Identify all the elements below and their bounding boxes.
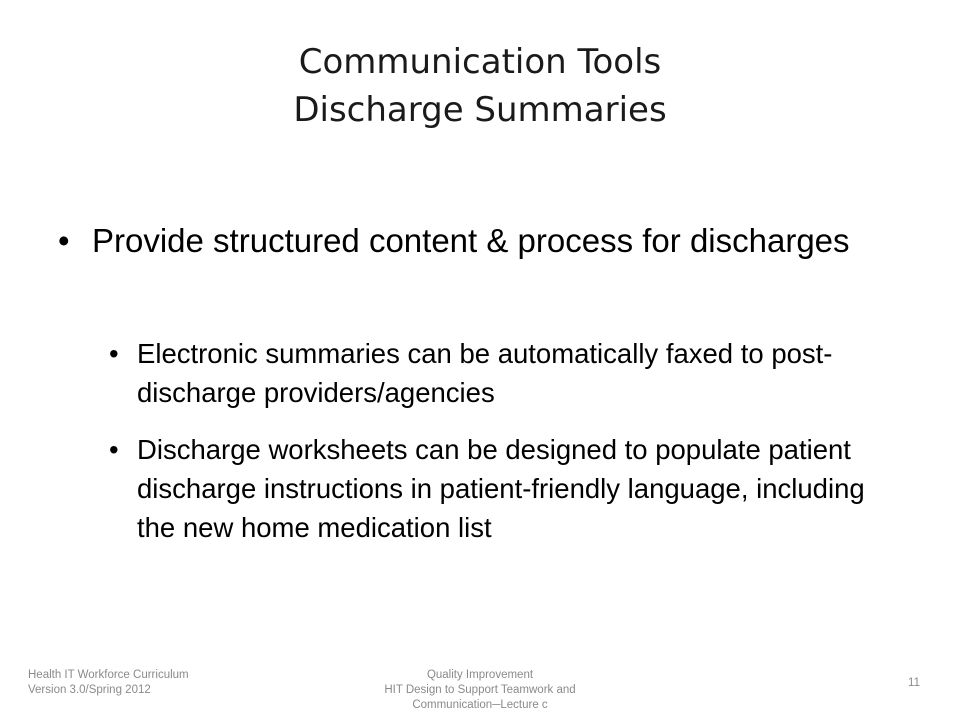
slide-title xyxy=(0,38,960,134)
sub-bullet-1-text: Electronic summaries can be automatically faxed to post-discharge providers/agencies xyxy=(137,338,833,408)
sub-bullet-1 xyxy=(109,334,867,412)
page-number: 11 xyxy=(908,677,920,689)
main-bullet xyxy=(58,218,872,264)
bullet-marker: • xyxy=(109,338,119,369)
footer-center xyxy=(330,668,630,713)
footer-left xyxy=(28,668,189,698)
bullet-marker: • xyxy=(58,222,70,259)
sub-bullet-2 xyxy=(109,430,867,547)
footer-topic: Quality Improvement xyxy=(426,669,534,681)
footer-version: Version 3.0/Spring 2012 xyxy=(28,684,151,696)
sub-bullet-2-text: Discharge worksheets can be designed to populate patient discharge instructions in patient-friendly language, including the new home medication list xyxy=(137,434,865,543)
bullet-marker: • xyxy=(109,434,119,465)
main-bullet-text: Provide structured content & process for discharges xyxy=(92,222,850,259)
slide-title-line-2: Discharge Summaries xyxy=(293,90,667,130)
footer-curriculum: Health IT Workforce Curriculum xyxy=(28,669,189,681)
footer-unit: HIT Design to Support Teamwork and xyxy=(384,684,576,696)
slide-title-line-1: Communication Tools xyxy=(298,42,662,82)
footer-lecture: Communication─Lecture c xyxy=(412,699,548,711)
